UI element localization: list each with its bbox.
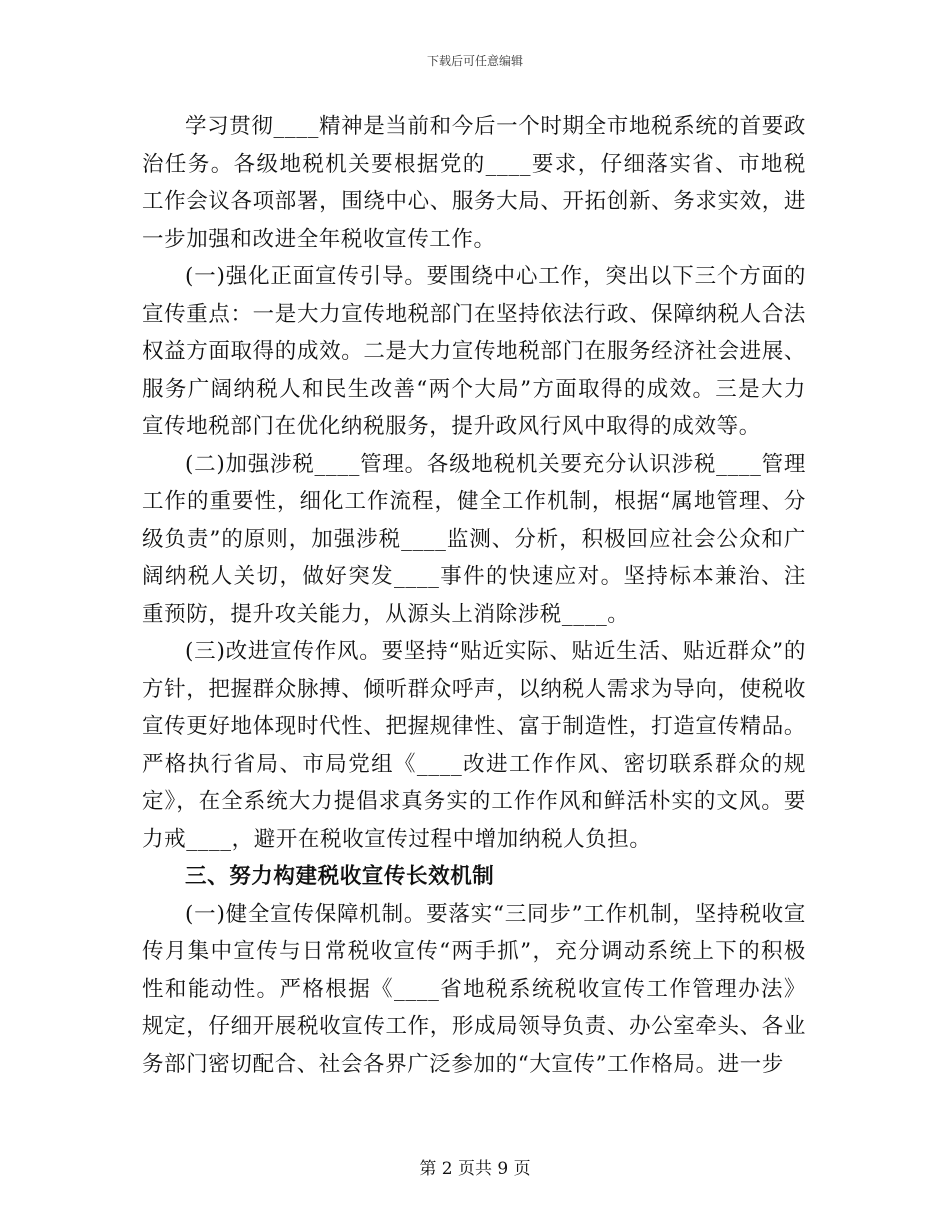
paragraph-5: (一)健全宣传保障机制。要落实“三同步”工作机制，坚持税收宣传月集中宣传与日常税收宣传“两手抓”，充分调动系统上下的积极性和能动性。严格根据《____省地税系统税收宣传工作管理办法》规定，仔细开展税收宣传工作，形成局领导负责、办公室牵头、各业务部门密切配合、社会各界广泛参加的“大宣传”工作格局。进一步 xyxy=(142,901,806,1077)
paragraph-4: (三)改进宣传作风。要坚持“贴近实际、贴近生活、贴近群众”的方针，把握群众脉搏、倾听群众呼声，以纳税人需求为导向，使税收宣传更好地体现时代性、把握规律性、富于制造性，打造宣传精品。严格执行省局、市局党组《____改进工作作风、密切联系群众的规定》，在全系统大力提倡求真务实的工作作风和鲜活朴实的文风。要力戒____，避开在税收宣传过程中增加纳税人负担。 xyxy=(142,639,806,852)
page-header: 下载后可任意编辑 xyxy=(426,54,523,68)
paragraph-3: (二)加强涉税____管理。各级地税机关要充分认识涉税____管理工作的重要性，细化工作流程，健全工作机制，根据“属地管理、分级负责”的原则，加强涉税____监测、分析，积极回应社会公众和广阔纳税人关切，做好突发____事件的快速应对。坚持标本兼治、注重预防，提升攻关能力，从源头上消除涉税____。 xyxy=(142,451,806,627)
paragraph-1: 学习贯彻____精神是当前和今后一个时期全市地税系统的首要政治任务。各级地税机关要根据党的____要求，仔细落实省、市地税工作会议各项部署，围绕中心、服务大局、开拓创新、务求实效，进一步加强和改进全年税收宣传工作。 xyxy=(142,114,806,252)
document-body xyxy=(142,108,806,1083)
section-heading-3: 三、努力构建税收宣传长效机制 xyxy=(185,864,495,889)
paragraph-2: (一)强化正面宣传引导。要围绕中心工作，突出以下三个方面的宣传重点：一是大力宣传地税部门在坚持依法行政、保障纳税人合法权益方面取得的成效。二是大力宣传地税部门在服务经济社会进展、服务广阔纳税人和民生改善“两个大局”方面取得的成效。三是大力宣传地税部门在优化纳税服务，提升政风行风中取得的成效等。 xyxy=(142,264,806,439)
page-number-footer: 第 2 页共 9 页 xyxy=(419,1159,531,1179)
